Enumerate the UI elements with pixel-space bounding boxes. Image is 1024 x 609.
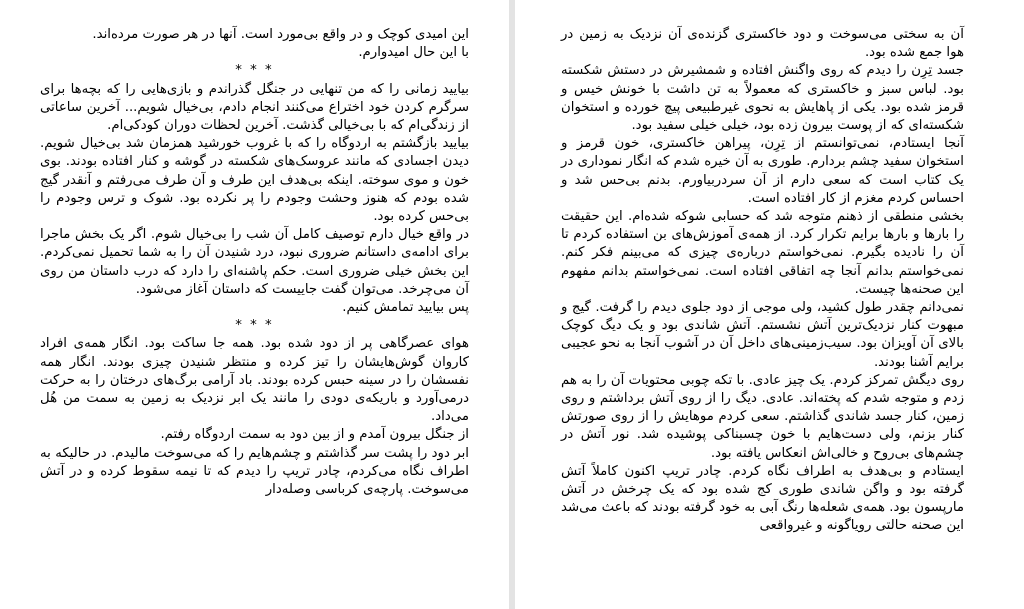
section-separator: * * * bbox=[235, 63, 274, 79]
paragraph: آنجا ایستادم، نمی‌توانستم از تِرِن، پیراهن خاکستری، خون قرمز و استخوان سفید چشم بردارم. طوری به آن خیره شدم که انگار نموداری در یک کتاب است که سعی دارم از آن سردربیاورم. بدنم بی‌حس شد و احساس کردم مغزم از کار افتاده است. bbox=[561, 136, 964, 206]
paragraph: هوای عصرگاهی پر از دود شده بود. همه جا ساکت بود. انگار همه‌ی افراد کاروان گوش‌هایشان را تیز کرده و منتظر شنیدن چیزی بودند. انگار همه نفسشان را در سینه حبس کرده بودند. باد آرامی برگ‌های درختان را به حرکت درمی‌آورد و باریکه‌ی دودی را مانند یک ابر نزدیک به زمین به سمت من هُل می‌داد. bbox=[40, 336, 469, 425]
paragraph: در واقع خیال دارم توصیف کامل آن شب را بی‌خیال شوم. اگر یک بخش ماجرا برای ادامه‌ی داستانم ضروری نبود، درد شنیدن آن را به شما تحمیل نمی‌کردم. این بخش خیلی ضروری است. حکم پاشنه‌ای را دارد که درب داستان من روی آن می‌چرخد. می‌توان گفت جاییست که داستان آغاز می‌شود. bbox=[40, 227, 469, 297]
paragraph: بخشی منطقی از ذهنم متوجه شد که حسابی شوکه شده‌ام. این حقیقت را بارها و بارها برایم تکرار کرد. از همه‌ی آموزش‌های بن استفاده کردم تا آن را نادیده بگیرم. نمی‌خواستم درباره‌ی چیزی که می‌بینم فکر کنم. نمی‌خواستم بدانم آنجا چه اتفاقی افتاده است. نمی‌خواستم بدانم مفهوم این صحنه‌ها چیست. bbox=[561, 209, 964, 297]
paragraph: بیایید زمانی را که من تنهایی در جنگل گذراندم و بازی‌هایی را که بچه‌ها برای سرگرم کردن خود اختراع می‌کنند انجام دادم، بی‌خیال شویم... آخرین ساعاتی از زندگی‌ام که با بی‌خیالی گذشت. آخرین لحظات دوران کودکی‌ام. bbox=[40, 81, 469, 134]
paragraph: پس بیایید تمامش کنیم. bbox=[342, 300, 469, 316]
paragraph: نمی‌دانم چقدر طول کشید، ولی موجی از دود جلوی دیدم را گرفت. گیج و مبهوت کنار نزدیک‌ترین آتش نشستم. آتش شاندی بود و یک دیگ کوچک بالای آن آویزان بود. سیب‌زمینی‌های داخل آن در آشوب آنجا به نحو عجیبی برایم آشنا بودند. bbox=[561, 300, 964, 370]
paragraph: آن به سختی می‌سوخت و دود خاکستری گزنده‌ی آن نزدیک به زمین در هوا جمع شده بود. bbox=[561, 27, 964, 61]
section-separator: * * * bbox=[235, 318, 274, 334]
right-page bbox=[515, 0, 1024, 609]
right-page-text bbox=[561, 26, 964, 536]
paragraph: این امیدی کوچک و در واقع بی‌مورد است. آنها در هر صورت مرده‌اند. bbox=[92, 27, 469, 42]
paragraph: بیایید بازگشتم به اردوگاه را که با غروب خورشید همزمان شد بی‌خیال شویم. دیدن اجسادی که مانند عروسک‌های شکسته در گوشه و کنار افتاده بودند. بوی خون و موی سوخته. اینکه بی‌هدف این طرف و آن طرف می‌رفتم و آنقدر گیج شده بودم که هنوز وحشت وجودم را پر نکرده بود. شوک و ترس وجودم را بی‌حس کرده بود. bbox=[40, 136, 469, 225]
paragraph: جسد تِرِن را دیدم که روی واگنش افتاده و شمشیرش در دستش شکسته بود. لباس سبز و خاکستری که معمولاً به تن داشت با خونش خیس و قرمز شده بود. یکی از پاهایش به نحوی غیرطبیعی پیچ خورده و استخوان شکسته‌ای که از پوست بیرون زده بود، خیلی خیلی سفید بود. bbox=[561, 63, 964, 134]
paragraph: ابر دود را پشت سر گذاشتم و چشم‌هایم را که می‌سوخت مالیدم. در حالیکه به اطراف نگاه می‌کردم، چادر تریپ را دیدم که تا نیمه سقوط کرده و در آتش می‌سوخت. پارچه‌ی کرباسی وصله‌دار bbox=[40, 445, 469, 498]
paragraph: با این حال امیدوارم. bbox=[358, 45, 469, 61]
paragraph: از جنگل بیرون آمدم و از بین دود به سمت اردوگاه رفتم. bbox=[160, 427, 469, 443]
left-page bbox=[0, 0, 509, 609]
left-page-text bbox=[40, 26, 469, 499]
paragraph: ایستادم و بی‌هدف به اطراف نگاه کردم. چادر تریپ اکنون کاملاً آتش گرفته بود و واگن شاندی طوری کج شده بود که یک چرخش در آتش مارپسون بود. همه‌ی شعله‌ها رنگ آبی به خود گرفته بودند که باعث می‌شد این صحنه حالتی رویاگونه و غیرواقعی bbox=[561, 463, 964, 534]
paragraph: روی دیگش تمرکز کردم. یک چیز عادی. با تکه چوبی محتویات آن را به هم زدم و متوجه شدم که پخته‌اند. عادی. دیگ را از روی آتش برداشتم و روی زمین، کنار جسد شاندی گذاشتم. سعی کردم موهایش را از روی صورتش کنار بزنم، ولی دست‌هایم با خون چسبناکی پوشیده شد. نور آتش در چشم‌های بی‌روح و خالی‌اش انعکاس یافته بود. bbox=[561, 372, 964, 461]
